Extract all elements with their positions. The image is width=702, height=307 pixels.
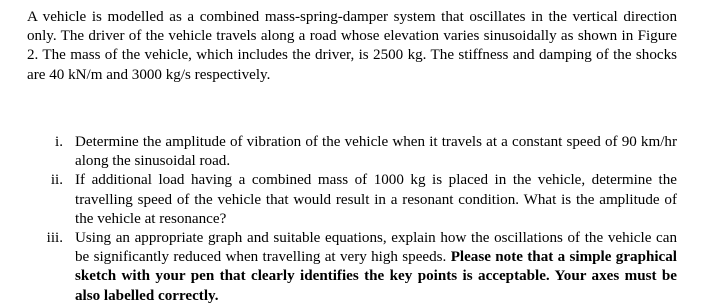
question-text: Determine the amplitude of vibration of the vehicle when it travels at a constant speed of 90 km/hr along the sinusoidal road. bbox=[75, 134, 677, 170]
question-item-ii bbox=[27, 171, 677, 229]
question-number: iii. bbox=[46, 230, 63, 247]
question-item-iii bbox=[27, 229, 677, 306]
question-text bbox=[75, 229, 677, 306]
question-text: If additional load having a combined mass of 1000 kg is placed in the vehicle, determine the travelling speed of the vehicle that would result in a resonant condition. What is the amplitude of the vehicle at resonance? bbox=[75, 172, 677, 227]
question-text-regular: Using an appropriate graph and suitable equations, explain how the oscillations of the vehicle can be significantly reduced when travelling at very high speeds. bbox=[75, 230, 677, 266]
question-number: ii. bbox=[50, 172, 63, 189]
question-number: i. bbox=[55, 134, 63, 150]
question-list bbox=[27, 133, 677, 306]
problem-statement: A vehicle is modelled as a combined mass-spring-damper system that oscillates in the vertical direction only. The driver of the vehicle travels along a road whose elevation varies sinusoidally as shown in Figure 2. The mass of the vehicle, which includes the driver, is 2500 kg. The stiffness and damping of the shocks are 40 kN/m and 3000 kg/s respectively. bbox=[27, 9, 677, 83]
question-item-i bbox=[27, 133, 677, 171]
question-note-bold: Please note that a simple graphical sketch with your pen that clearly identifies the key points is acceptable. Your axes must be also labelled correctly. bbox=[75, 249, 678, 304]
